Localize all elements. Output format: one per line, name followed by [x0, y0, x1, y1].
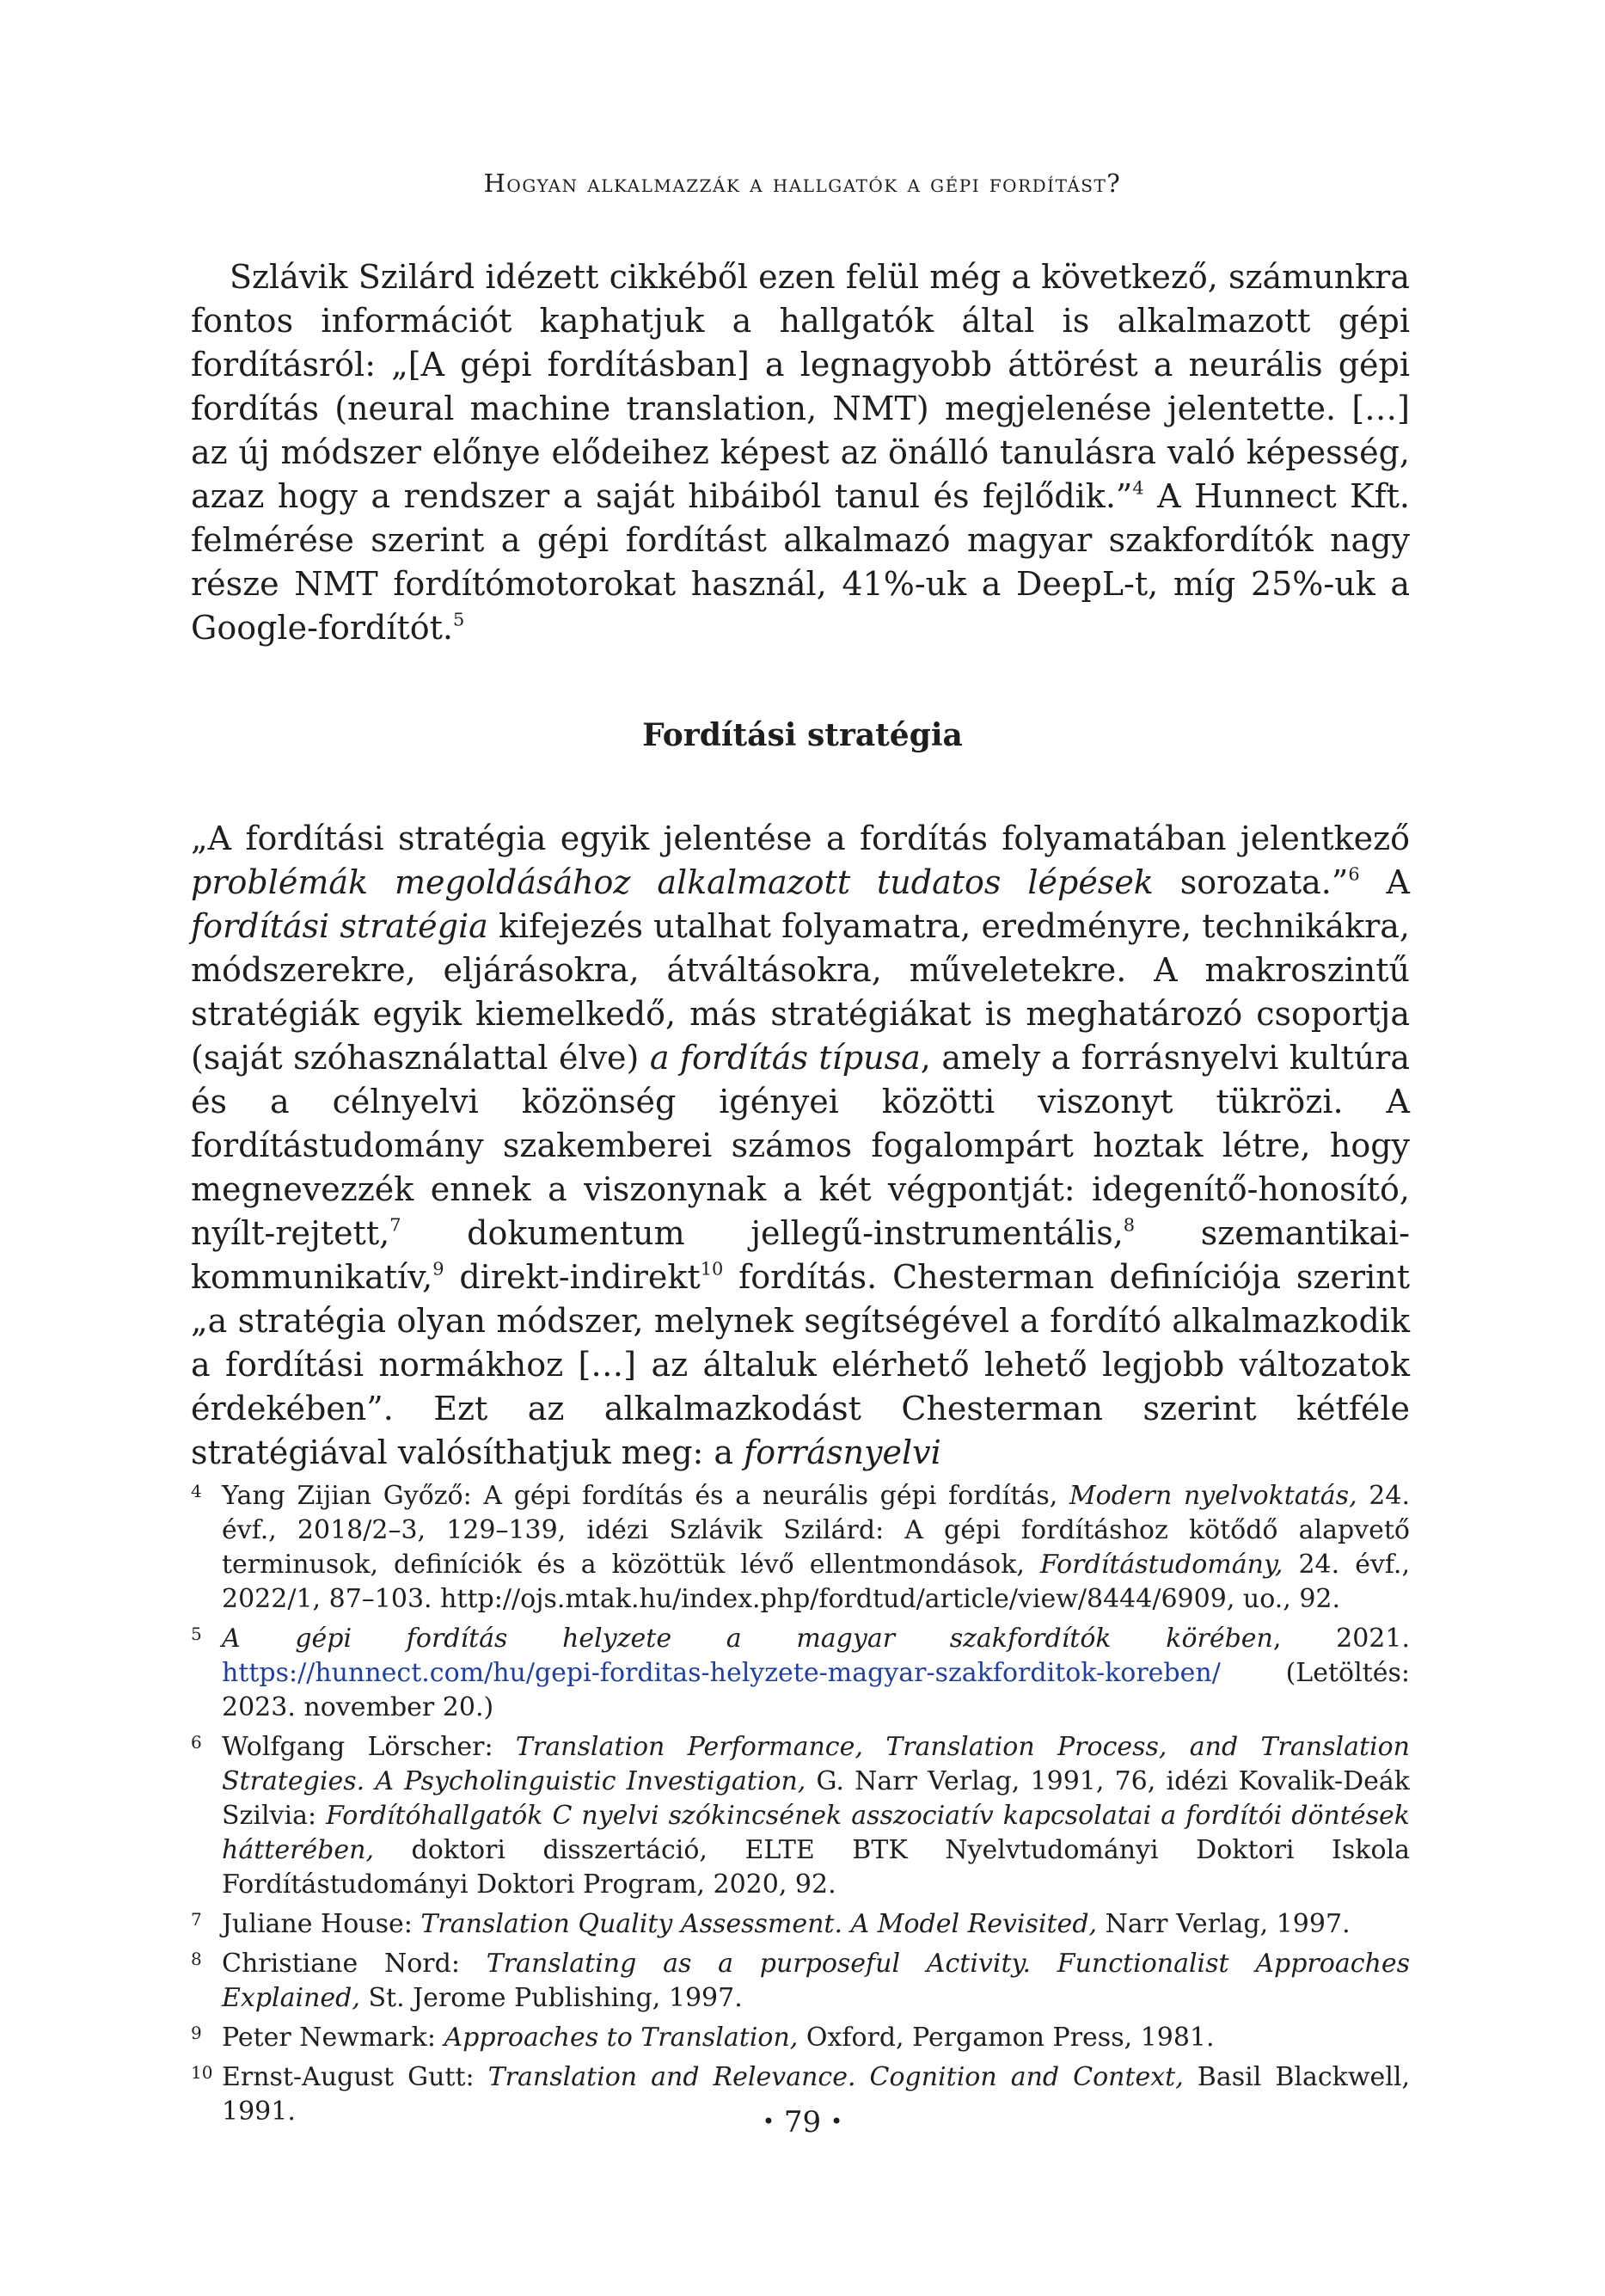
footnote-ref-10[interactable]: 10 — [700, 1258, 724, 1280]
footnote-text: (Letöltés: 2023. november 20.) — [222, 1658, 1410, 1722]
page-footer — [0, 2105, 1605, 2139]
folio-ornament: • — [830, 2109, 843, 2133]
paragraph-text: szemantikai-kommunikatív, — [191, 1214, 1411, 1296]
footnote-number: 9 — [191, 2023, 202, 2043]
footnote-ref-6[interactable]: 6 — [1348, 863, 1360, 885]
footnote-text: Oxford, Pergamon Press, 1981. — [798, 2023, 1215, 2053]
body-paragraph-2 — [191, 817, 1410, 1475]
page-number: 79 — [783, 2105, 822, 2139]
footnote-text: Wolfgang Lörscher: — [222, 1732, 516, 1762]
footnote-ref-5[interactable]: 5 — [453, 609, 465, 630]
footnote-4 — [191, 1479, 1410, 1617]
footnote-number: 10 — [191, 2062, 213, 2083]
paragraph-text: dokumentum jellegű-instrumentális, — [401, 1214, 1124, 1252]
running-head: Hogyan alkalmazzák a hallgatók a gépi fordítást? — [483, 169, 1122, 198]
italic-phrase: forrásnyelvi — [744, 1433, 941, 1471]
footnote-text: St. Jerome Publishing, 1997. — [359, 1983, 743, 2013]
footnote-ref-7[interactable]: 7 — [389, 1214, 401, 1236]
paragraph-text: , amely a forrásnyelvi kultúra és a célnyelvi közönség igényei közötti viszonyt tükrözi. A fordítástudomány szakemberei számos fogalompárt hoztak létre, hogy megnevezzék ennek a viszonynak a két végpontját: idegenítő-honosító, nyílt-rejtett, — [191, 1039, 1411, 1252]
footnote-9 — [191, 2021, 1410, 2055]
footnotes — [191, 1479, 1410, 2134]
footnote-italic: Fordítóhallgatók C nyelvi szókincsének asszociatív kapcsolatai a fordítói döntések hátterében, — [222, 1801, 1410, 1865]
footnote-number: 7 — [191, 1909, 202, 1930]
section-heading: Fordítási stratégia — [642, 717, 963, 753]
paragraph-text: fordítás. Chesterman definíciója szerint „a stratégia olyan módszer, melynek segítségével a fordító alkalmazkodik a fordítási normákhoz […] az általuk elérhető lehető legjobb változatok érdekében”. Ezt az alkalmazkodást Chesterman szerint kétféle stratégiával valósíthatjuk meg: a — [191, 1258, 1410, 1471]
italic-phrase: a fordítás típusa — [649, 1039, 921, 1077]
footnote-link[interactable]: https://hunnect.com/hu/gepi-forditas-helyzete-magyar-szakforditok-koreben/ — [222, 1658, 1221, 1688]
footnote-ref-8[interactable]: 8 — [1123, 1214, 1136, 1236]
body-paragraph-1 — [191, 255, 1410, 650]
footnote-text: doktori disszertáció, ELTE BTK Nyelvtudományi Doktori Iskola Fordítástudományi Doktori Program, 2020, 92. — [222, 1835, 1410, 1900]
footnote-italic: Translation Performance, Translation Process, and Translation Strategies. A Psycholinguistic Investigation, — [222, 1732, 1411, 1796]
footnote-italic: Approaches to Translation, — [444, 2023, 799, 2053]
footnote-ref-4[interactable]: 4 — [1132, 477, 1144, 499]
footnote-text: Peter Newmark: — [222, 2023, 444, 2053]
italic-phrase: problémák megoldásához alkalmazott tudatos lépések — [191, 863, 1154, 901]
paragraph-text: sorozata.” — [1153, 863, 1349, 901]
footnote-italic: Translating as a purposeful Activity. Functionalist Approaches Explained, — [222, 1949, 1410, 2013]
footnote-italic: Translation and Relevance. Cognition and Context, — [487, 2062, 1184, 2092]
footnote-italic: Modern nyelvoktatás, — [1069, 1481, 1357, 1511]
footnote-text: G. Narr Verlag, 1991, 76, idézi Kovalik-Deák Szilvia: — [222, 1766, 1410, 1831]
footnote-6 — [191, 1730, 1410, 1902]
footnote-text: 24. évf., 2022/1, 87–103. http://ojs.mtak.hu/index.php/fordtud/article/view/8444/6909, uo., 92. — [222, 1550, 1411, 1614]
footnote-italic: Fordítástudomány, — [1039, 1550, 1283, 1580]
footnote-text: Christiane Nord: — [222, 1949, 487, 1979]
paragraph-text: „A fordítási stratégia egyik jelentése a fordítás folyamatában jelentkező — [191, 820, 1410, 857]
footnote-italic: Translation Quality Assessment. A Model Revisited, — [420, 1909, 1098, 1939]
footnote-7 — [191, 1907, 1410, 1942]
footnote-8 — [191, 1947, 1410, 2016]
paragraph-text: Szlávik Szilárd idézett cikkéből ezen felül még a következő, számunkra fontos információt kaphatjuk a hallgatók által is alkalmazott gépi fordításról: „[A gépi fordításban] a legnagyobb áttörést a neurális gépi fordítás (neural machine translation, NMT) megjelenése jelentette. […] az új módszer előnye elődeihez képest az önálló tanulásra való képesség, azaz hogy a rendszer a saját hibáiból tanul és fejlődik.” — [191, 258, 1410, 515]
footnote-text: Basil Blackwell, 1991. — [222, 2062, 1410, 2127]
paragraph-text: A Hunnect Kft. felmérése szerint a gépi fordítást alkalmazó magyar szakfordítók nagy része NMT fordítómotorokat használ, 41%-uk a DeepL-t, míg 25%-uk a Google-fordítót. — [191, 477, 1410, 647]
footnote-number: 4 — [191, 1481, 202, 1501]
italic-phrase: fordítási stratégia — [191, 907, 488, 945]
paragraph-text: A — [1359, 863, 1410, 901]
footnote-text: Juliane House: — [222, 1909, 421, 1939]
folio-ornament: • — [762, 2109, 775, 2133]
footnote-text: Narr Verlag, 1997. — [1097, 1909, 1351, 1939]
footnote-number: 5 — [191, 1624, 202, 1644]
footnote-number: 8 — [191, 1949, 202, 1969]
footnote-ref-9[interactable]: 9 — [432, 1258, 444, 1280]
paragraph-text: direkt-indirekt — [444, 1258, 701, 1296]
footnote-text: 24. évf., 2018/2–3, 129–139, idézi Szlávik Szilárd: A gépi fordításhoz kötődő alapvető terminusok, definíciók és a közöttük lévő ellentmondások, — [222, 1481, 1410, 1580]
footnote-text: Ernst-August Gutt: — [222, 2062, 488, 2092]
footnote-italic: A gépi fordítás helyzete a magyar szakfordítók körében — [222, 1624, 1273, 1654]
footnote-text: , 2021. — [1272, 1624, 1410, 1654]
footnote-number: 6 — [191, 1732, 202, 1753]
paragraph-text: kifejezés utalhat folyamatra, eredményre, technikákra, módszerekre, eljárásokra, átváltásokra, műveletekre. A makroszintű stratégiák egyik kiemelkedő, más stratégiákat is meghatározó csoportja (saját szóhasználattal élve) — [191, 907, 1410, 1077]
footnote-5 — [191, 1622, 1410, 1725]
footnote-text: Yang Zijian Győző: A gépi fordítás és a neurális gépi fordítás, — [222, 1481, 1069, 1511]
